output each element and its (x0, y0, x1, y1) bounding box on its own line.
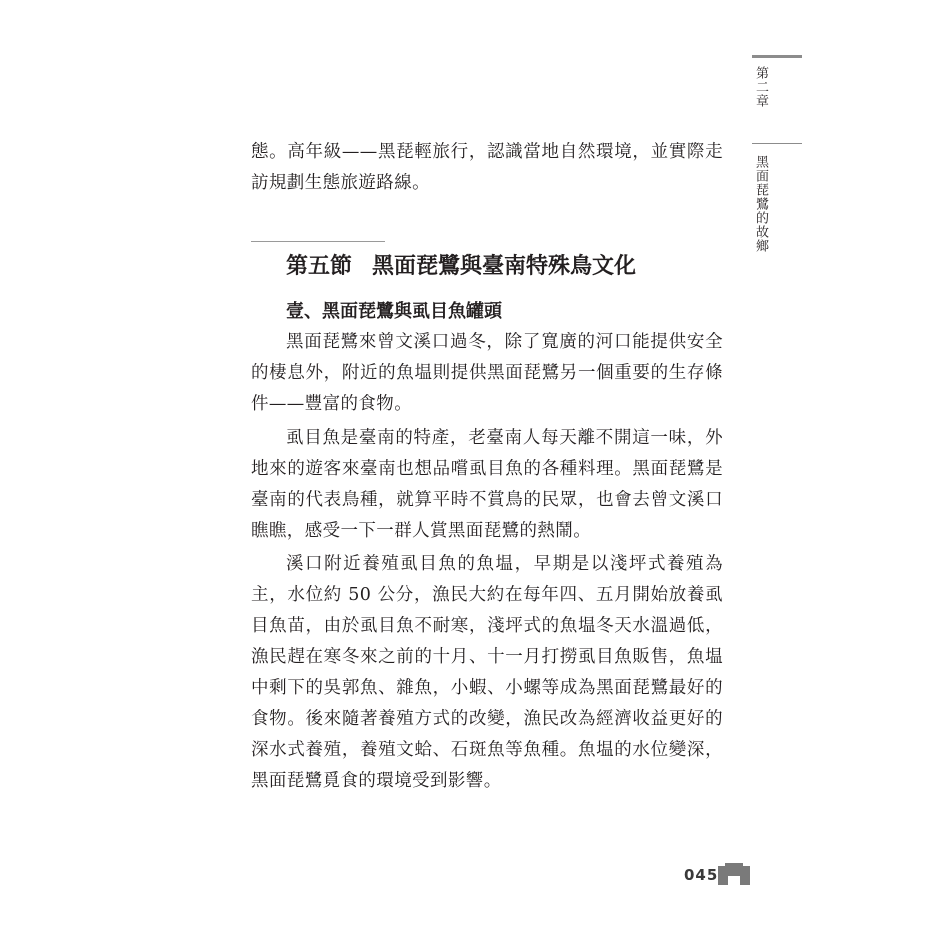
side-chapter-label: 第二章 (753, 66, 768, 108)
paragraph-intro: 態。高年級——黑琵輕旅行，認識當地自然環境，並實際走訪規劃生態旅遊路線。 (251, 142, 723, 193)
section-number: 第五節 (286, 253, 353, 279)
paragraph-2: 虱目魚是臺南的特產，老臺南人每天離不開這一味，外地來的遊客來臺南也想品嚐虱目魚的各種料理。黑面琵鷺是臺南的代表鳥種，就算平時不賞鳥的民眾，也會去曾文溪口瞧瞧，感受一下一群人賞黑面琵鷺的熱鬧。 (251, 428, 723, 541)
side-rule (752, 143, 802, 144)
building-icon (717, 863, 751, 885)
side-bar-top (752, 55, 802, 58)
side-chapter-title: 黑面琵鷺的故鄉 (753, 155, 768, 253)
paragraph-1: 黑面琵鷺來曾文溪口過冬，除了寬廣的河口能提供安全的棲息外，附近的魚塭則提供黑面琵鷺另一個重要的生存條件——豐富的食物。 (251, 332, 723, 414)
section-title (286, 250, 636, 282)
paragraph-3: 溪口附近養殖虱目魚的魚塭，早期是以淺坪式養殖為主，水位約 50 公分，漁民大約在每年四、五月開始放養虱目魚苗，由於虱目魚不耐寒，淺坪式的魚塭冬天水溫過低，漁民趕在寒冬來之前的十月、十一月打撈虱目魚販售，魚塭中剩下的吳郭魚、雜魚，小蝦、小螺等成為黑面琵鷺最好的食物。後來隨著養殖方式的改變，漁民改為經濟收益更好的深水式養殖，養殖文蛤、石斑魚等魚種。魚塭的水位變深，黑面琵鷺覓食的環境受到影響。 (251, 554, 723, 791)
page-number: 045 (684, 866, 719, 884)
section-title-text: 黑面琵鷺與臺南特殊鳥文化 (372, 253, 637, 279)
section-rule (251, 241, 385, 242)
subsection-title: 壹、黑面琵鷺與虱目魚罐頭 (286, 301, 502, 322)
